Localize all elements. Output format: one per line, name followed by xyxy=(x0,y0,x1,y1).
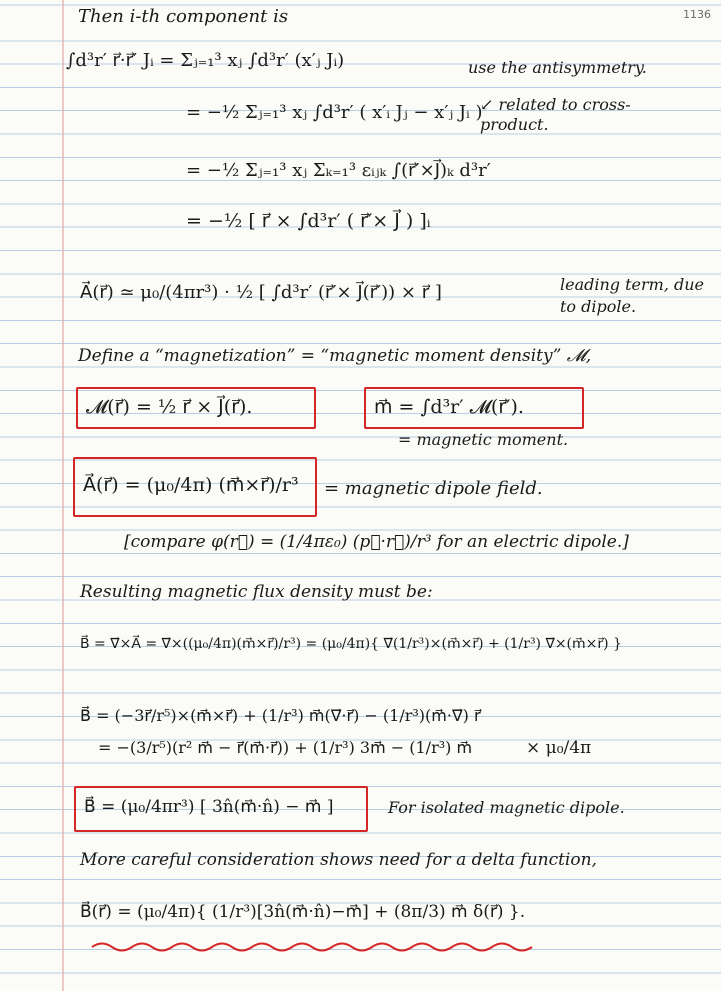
intro-text: Then i-th component is xyxy=(78,6,289,27)
resulting-flux-density: Resulting magnetic flux density must be: xyxy=(80,582,433,602)
equation-vector-potential: A⃗(r⃗) ≃ μ₀/(4πr³) · ½ [ ∫d³r′ (r⃗′× J⃗(r⃗′)) × r⃗ ] xyxy=(80,282,442,303)
define-magnetization: Define a “magnetization” = “magnetic moment density” 𝓜, xyxy=(78,346,592,366)
note-isolated-dipole: For isolated magnetic dipole. xyxy=(388,798,625,817)
dipole-potential-equation: A⃗(r⃗) = (μ₀/4π) (m⃗×r⃗)/r³ xyxy=(83,474,299,496)
magnetic-moment-equation: m⃗ = ∫d³r′ 𝓜(r⃗′). xyxy=(374,396,524,418)
equation-b-simplified: = −(3/r⁵)(r² m⃗ − r⃗(m⃗·r⃗)) + (1/r³) 3m⃗ − (1/r³) m⃗ xyxy=(98,738,473,757)
equation-3: = −½ Σⱼ₌₁³ xⱼ Σₖ₌₁³ εᵢⱼₖ ∫(r⃗′×J⃗)ₖ d³r′ xyxy=(186,160,491,181)
dipole-field-equation: B⃗ = (μ₀/4πr³) [ 3n̂(m⃗·n̂) − m⃗ ] xyxy=(84,797,334,817)
note-magnetic-moment: = magnetic moment. xyxy=(398,430,569,449)
page-number: 1136 xyxy=(683,8,711,21)
equation-1: ∫d³r′ r⃗·r⃗′ Jᵢ = Σⱼ₌₁³ xⱼ ∫d³r′ (x′ⱼ Jᵢ) xyxy=(66,50,345,71)
prefactor-mu0: × μ₀/4π xyxy=(526,738,592,758)
compare-electric-dipole: [compare φ(r⃗) = (1/4πε₀) (p⃗·r⃗)/r³ for an electric dipole.] xyxy=(124,532,629,552)
note-leading-term: leading term, due to dipole. xyxy=(560,275,705,316)
equation-final-field: B⃗(r⃗) = (μ₀/4π){ (1/r³)[3n̂(m⃗·n̂)−m⃗] + (8π/3) m⃗ δ(r⃗) }. xyxy=(80,902,526,922)
careful-consideration: More careful consideration shows need for a delta function, xyxy=(80,850,597,870)
note-cross-product: ↙ related to cross-product. xyxy=(480,95,631,134)
note-antisymmetry: use the antisymmetry. xyxy=(468,58,647,77)
magnetization-equation: 𝓜(r⃗) = ½ r⃗ × J⃗(r⃗). xyxy=(86,396,253,418)
dipole-field-label: = magnetic dipole field. xyxy=(324,478,543,499)
equation-b-curl: B⃗ = ∇⃗×A⃗ = ∇⃗×((μ₀/4π)(m⃗×r⃗)/r³) = (μ₀/4π){ ∇⃗(1/r³)×(m⃗×r⃗) + (1/r³) ∇⃗×(m⃗×r⃗) } xyxy=(80,636,622,652)
equation-2: = −½ Σⱼ₌₁³ xⱼ ∫d³r′ ( x′ᵢ Jⱼ − x′ⱼ Jᵢ ) xyxy=(186,102,483,123)
equation-4: = −½ [ r⃗ × ∫d³r′ ( r⃗′× J⃗ ) ]ᵢ xyxy=(186,210,431,232)
equation-b-expanded: B⃗ = (−3r⃗/r⁵)×(m⃗×r⃗) + (1/r³) m⃗(∇⃗·r⃗) − (1/r³)(m⃗·∇⃗) r⃗ xyxy=(80,706,481,725)
